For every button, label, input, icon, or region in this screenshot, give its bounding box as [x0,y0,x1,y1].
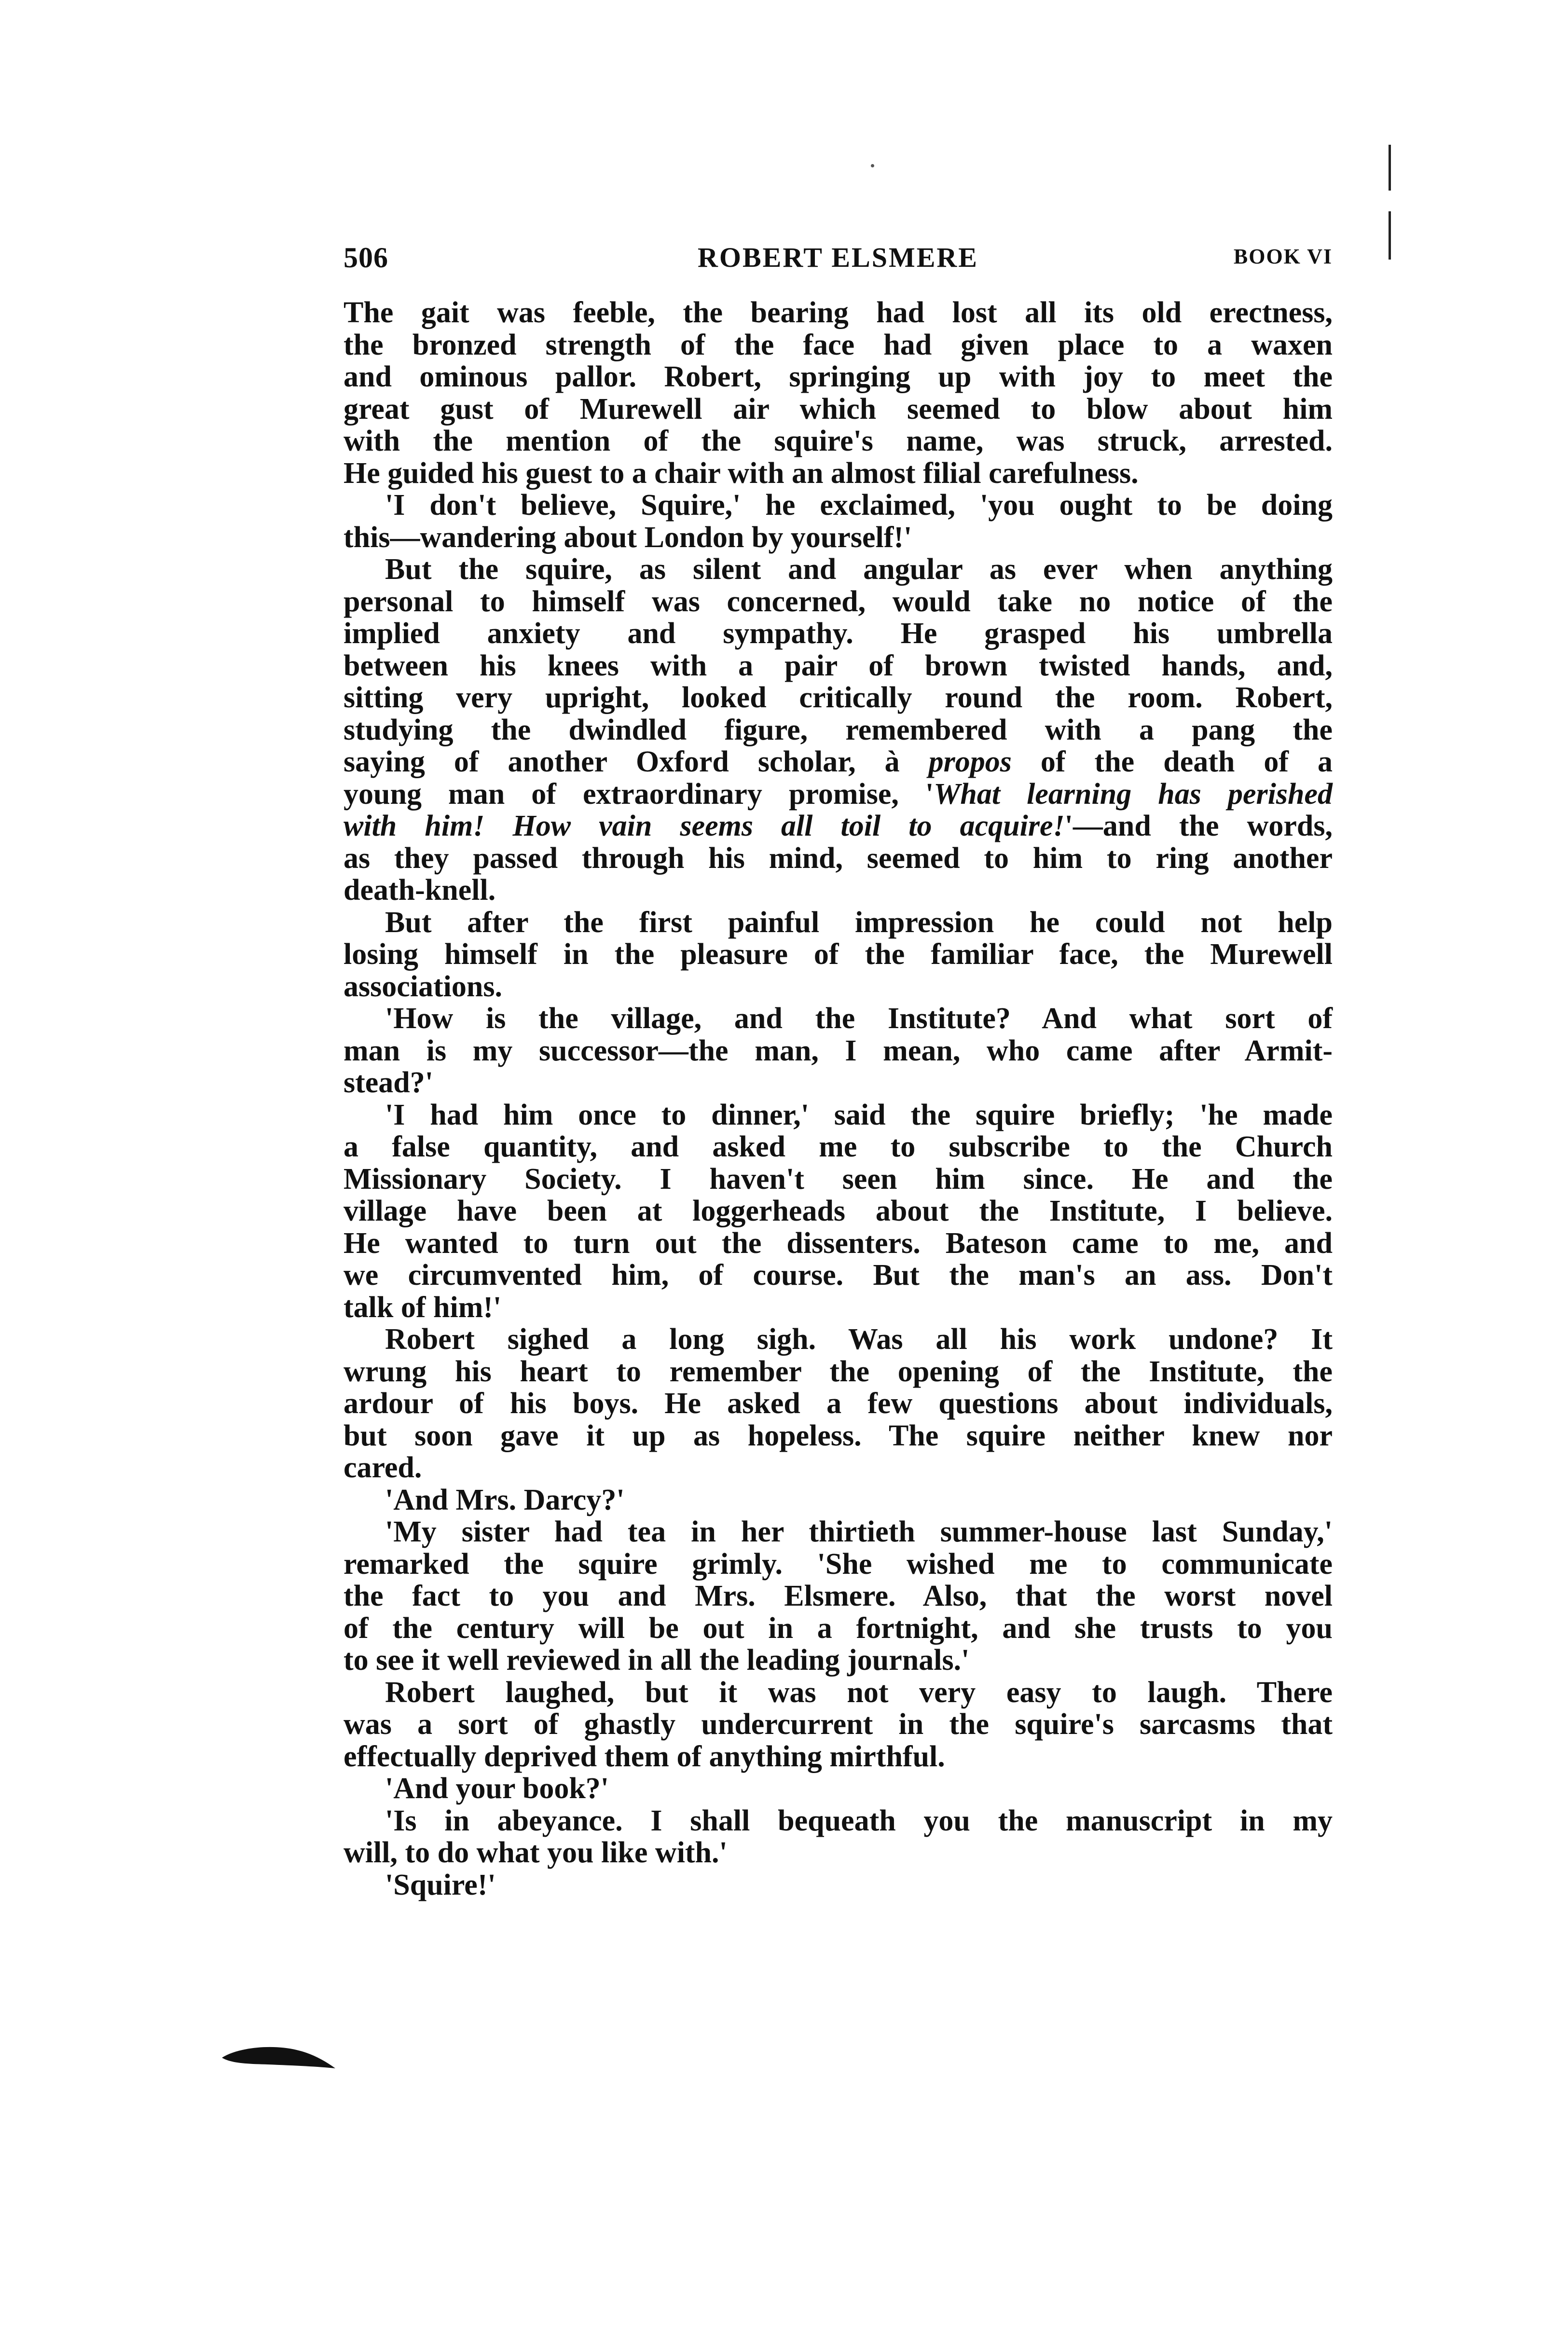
text-line: 'And your book?' [385,1772,609,1805]
text-line: wrung his heart to remember the opening of the Institute, the [344,1355,1333,1388]
text-line: but soon gave it up as hopeless. The squire neither knew nor [344,1419,1333,1452]
text-line: will, to do what you like with.' [344,1836,728,1869]
text-line: of the century will be out in a fortnight, and she trusts to you [344,1611,1333,1645]
book-label: BOOK VI [1233,245,1333,268]
text-line: 'I don't believe, Squire,' he exclaimed, 'you ought to be doing [385,489,1333,522]
text-line: But after the first painful impression he could not help [385,906,1333,939]
text-line: He guided his guest to a chair with an almost filial carefulness. [344,456,1139,490]
text-line: the fact to you and Mrs. Elsmere. Also, that the worst novel [344,1580,1333,1612]
text-line: as they passed through his mind, seemed to him to ring another [344,841,1333,875]
text-line: a false quantity, and asked me to subscribe to the Church [344,1130,1333,1163]
text-line: saying of another Oxford scholar, à propos of the death of a [344,745,1333,778]
text-line: death-knell. [344,874,496,907]
text-line: this—wandering about London by yourself!' [344,521,912,554]
text-line: He wanted to turn out the dissenters. Bateson came to me, and [344,1226,1333,1260]
page-number: 506 [344,242,388,274]
text-line: stead?' [344,1066,433,1099]
page-header [344,241,1333,280]
text-line: between his knees with a pair of brown twisted hands, and, [344,649,1333,682]
margin-mark [1389,211,1391,260]
text-line: But the squire, as silent and angular as ever when anything [385,553,1333,586]
text-line: implied anxiety and sympathy. He grasped his umbrella [344,617,1333,650]
text-line: 'My sister had tea in her thirtieth summer-house last Sunday,' [385,1515,1333,1548]
text-line: great gust of Murewell air which seemed to blow about him [344,392,1333,426]
body-text [344,297,1333,1901]
text-line: 'How is the village, and the Institute? And what sort of [385,1002,1333,1035]
ink-smudge [220,2038,340,2072]
text-line: personal to himself was concerned, would take no notice of the [344,585,1333,618]
text-line: studying the dwindled figure, remembered with a pang the [344,713,1333,746]
text-line: talk of him!' [344,1291,502,1324]
text-line: remarked the squire grimly. 'She wished me to communicate [344,1547,1333,1581]
text-line: 'And Mrs. Darcy?' [385,1483,625,1516]
text-line: was a sort of ghastly undercurrent in the squire's sarcasms that [344,1708,1333,1741]
text-line: sitting very upright, looked critically round the room. Robert, [344,681,1333,714]
text-line: the bronzed strength of the face had given place to a waxen [344,328,1333,361]
text-line: associations. [344,970,502,1003]
text-line: with him! How vain seems all toil to acquire!'—and the words, [344,810,1333,842]
text-line: Robert laughed, but it was not very easy to laugh. There [385,1676,1333,1709]
text-line: 'Is in abeyance. I shall bequeath you the manuscript in my [385,1804,1333,1837]
scan-speck [871,164,874,167]
text-line: man is my successor—the man, I mean, who came after Armit- [344,1034,1333,1067]
text-line: effectually deprived them of anything mirthful. [344,1740,945,1773]
text-line: 'Squire!' [385,1868,496,1901]
text-line: losing himself in the pleasure of the familiar face, the Murewell [344,938,1333,971]
text-line: to see it well reviewed in all the leading journals.' [344,1644,970,1677]
text-line: with the mention of the squire's name, was struck, arrested. [344,425,1333,457]
text-line: ardour of his boys. He asked a few questions about individuals, [344,1387,1333,1420]
text-line: and ominous pallor. Robert, springing up with joy to meet the [344,360,1333,393]
text-line: 'I had him once to dinner,' said the squire briefly; 'he made [385,1098,1333,1131]
running-title: ROBERT ELSMERE [698,242,978,273]
text-line: young man of extraordinary promise, 'What learning has perished [344,777,1333,811]
text-line: village have been at loggerheads about the Institute, I believe. [344,1195,1333,1227]
text-line: Robert sighed a long sigh. Was all his work undone? It [385,1323,1333,1356]
text-line: we circumvented him, of course. But the man's an ass. Don't [344,1259,1333,1292]
text-line: The gait was feeble, the bearing had lost all its old erectness, [344,296,1333,329]
text-line: Missionary Society. I haven't seen him since. He and the [344,1162,1333,1196]
margin-mark [1389,145,1391,191]
text-line: cared. [344,1451,422,1484]
